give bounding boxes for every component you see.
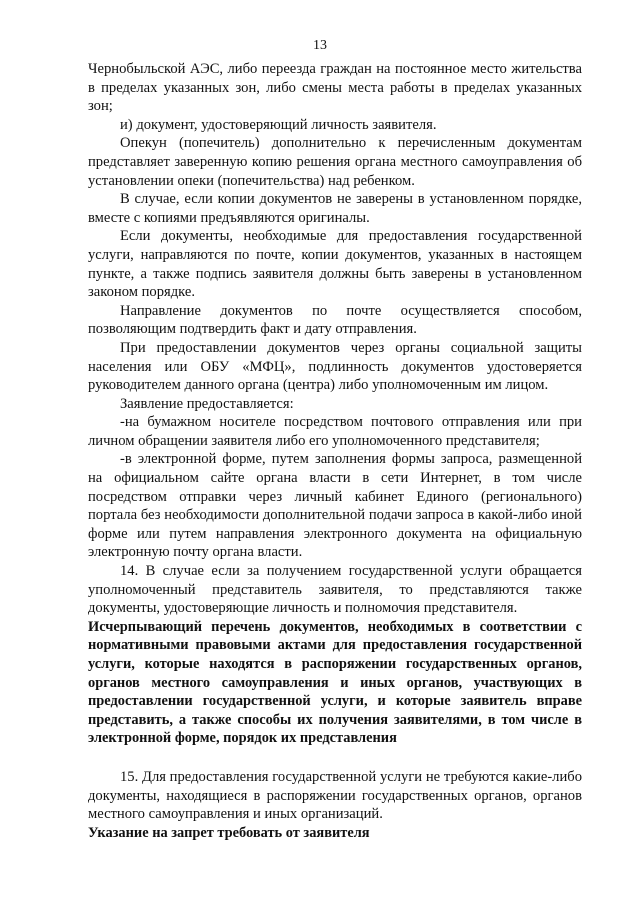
- paragraph-14: 14. В случае если за получением государственной услуги обращается уполномоченный представитель заявителя, то представляются также документы, удостоверяющие личность и полномочия представителя.: [88, 563, 582, 617]
- paragraph-guardian: Опекун (попечитель) дополнительно к перечисленным документам представляет заверенную копию решения органа местного самоуправления об установлении опеки (попечительства) над ребенком.: [88, 135, 582, 189]
- paragraph-application-provided: Заявление предоставляется:: [120, 395, 294, 412]
- paragraph-copies-not-certified: В случае, если копии документов не заверены в установленном порядке, вместе с копиями предъявляются оригиналы.: [88, 191, 582, 226]
- document-body: [88, 60, 582, 842]
- paragraph-item-i: и) документ, удостоверяющий личность заявителя.: [120, 116, 437, 133]
- section-heading-prohibition: Указание на запрет требовать от заявителя: [88, 824, 370, 841]
- paragraph-post-method: Направление документов по почте осуществляется способом, позволяющим подтвердить факт и дату отправления.: [88, 302, 582, 338]
- paragraph-paper-form: -на бумажном носителе посредством почтового отправления или при личном обращении заявителя либо его уполномоченного представителя;: [88, 414, 582, 449]
- paragraph-chernobyl: Чернобыльской АЭС, либо переезда граждан на постоянное место жительства в пределах указанных зон, либо смены места работы в пределах указанных зон;: [88, 61, 582, 115]
- paragraph-by-post: Если документы, необходимые для предоставления государственной услуги, направляются по почте, копии документов, указанных в настоящем пункте, а также подпись заявителя должны быть заверены в установленном законом порядке.: [88, 228, 582, 301]
- section-heading-documents-list: Исчерпывающий перечень документов, необходимых в соответствии с нормативными правовыми актами для предоставления государственной услуги, которые находятся в распоряжении государственных органов, органов местного самоуправления и иных органов, участвующих в предоставлении государственной услуги, и которые заявитель вправе представить, а также способы их получения заявителями, в том числе в электронной форме, порядок их представления: [88, 618, 582, 747]
- paragraph-15: 15. Для предоставления государственной услуги не требуются какие-либо документы, находящиеся в распоряжении государственных органов, органов местного самоуправления и иных организаций.: [88, 768, 582, 823]
- page-number: 13: [313, 38, 327, 53]
- paragraph-electronic-form: -в электронной форме, путем заполнения формы запроса, размещенной на официальном сайте органа власти в сети Интернет, в том числе посредством отправки через личный кабинет Единого (регионального) портала без необходимости дополнительной подачи запроса в какой-либо иной форме или путем направления электронного документа на официальную электронную почту органа власти.: [88, 451, 582, 561]
- paragraph-social-protection: При предоставлении документов через органы социальной защиты населения или ОБУ «МФЦ», подлинность документов удостоверяется руководителем данного органа (центра) либо уполномоченным им лицом.: [88, 339, 582, 394]
